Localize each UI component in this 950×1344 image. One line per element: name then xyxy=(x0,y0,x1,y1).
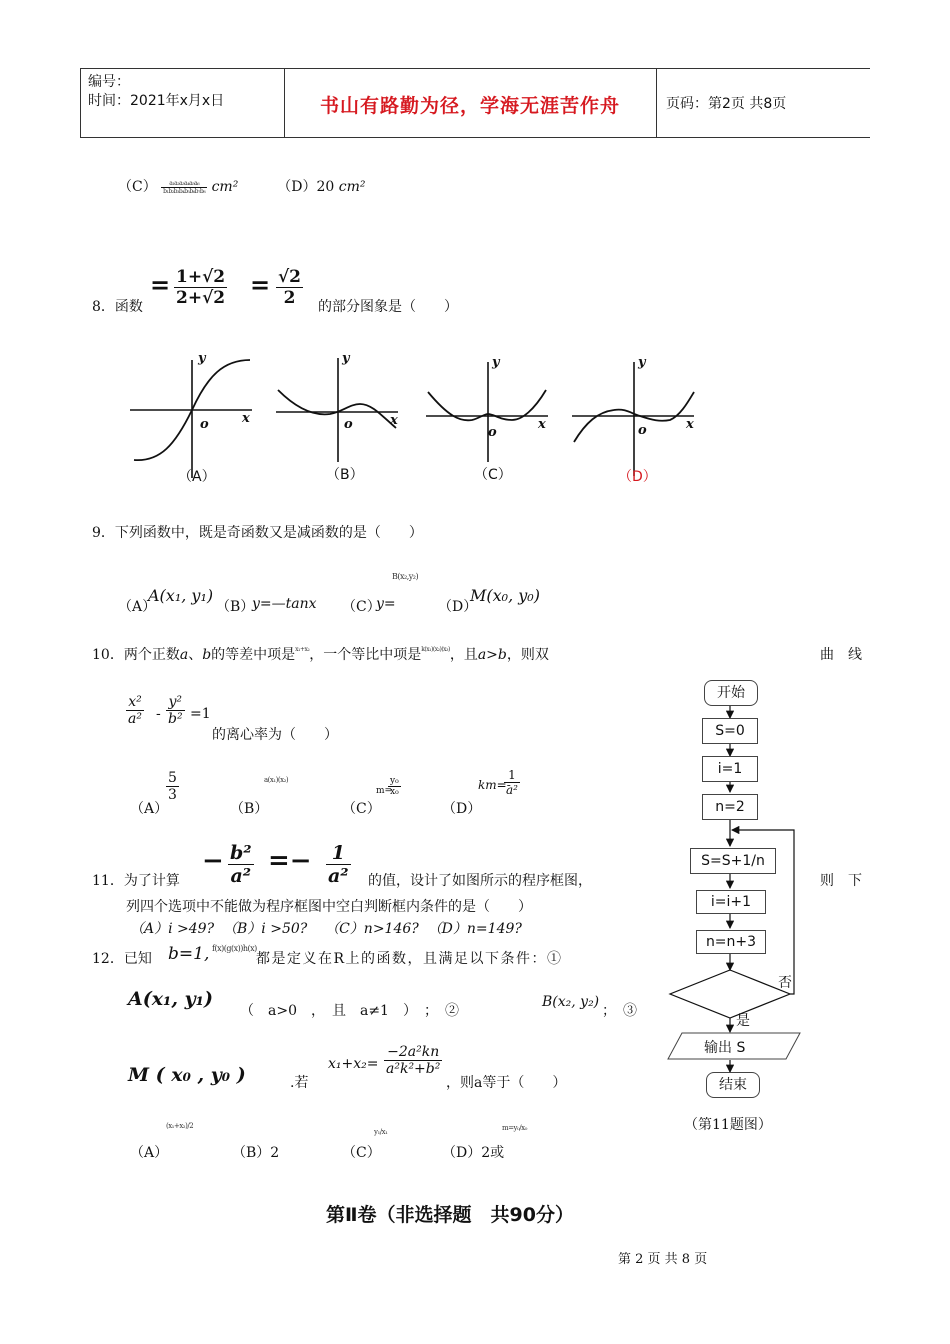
q9-option-c-label: （C） xyxy=(342,599,381,615)
q10-option-c-frac: $\frac{\text{y₀}}{\text{x₀}}$ xyxy=(390,776,399,797)
q12-cond-2-tail: ； ③ xyxy=(602,1003,637,1019)
flow-yes-label: 是 xyxy=(736,1013,750,1029)
q8-fraction-1: $\frac{1+√2}{2+√2}$ xyxy=(176,267,226,308)
q11-option-c: （C）n>146? xyxy=(325,921,419,937)
q11-fraction-2: $\frac{1}{\text{a²}}$ xyxy=(328,842,349,887)
q7-option-c-unit: cm² xyxy=(211,179,239,195)
q12-option-c-garbled: y₁/x₁ xyxy=(374,1128,388,1136)
q12-rest: 都是定义在R上的函数，且满足以下条件：① xyxy=(256,951,563,967)
q8-prefix: 8．函数 xyxy=(92,299,143,315)
q10-tail: 曲 线 xyxy=(820,647,862,663)
flow-output: 输出 S xyxy=(704,1040,746,1056)
graph-c-label: （C） xyxy=(474,467,512,483)
q8-eq2: = xyxy=(250,270,271,299)
q9-option-d-label: （D） xyxy=(438,599,478,615)
q10-mid4: ，则双 xyxy=(506,647,549,663)
q10-prefix: 10．两个正数 xyxy=(92,647,180,663)
q12-sum-lhs: x₁+x₂= xyxy=(328,1056,379,1072)
q12-ruo: .若 xyxy=(290,1075,309,1091)
q10-mid1: 的等差中项是 xyxy=(211,647,296,663)
flow-n2: n=2 xyxy=(702,794,758,820)
q12-cond-2: B(x₂, y₂) xyxy=(542,994,600,1010)
graph-d-origin: o xyxy=(638,423,647,438)
graph-d-x-label: x xyxy=(686,417,694,432)
q10-b: b xyxy=(202,647,212,663)
q11-option-b: （B）i >50? xyxy=(223,921,308,937)
flowchart-caption: （第11题图） xyxy=(684,1117,772,1133)
page-footer: 第 2 页 共 8 页 xyxy=(618,1252,708,1267)
page-header xyxy=(80,68,870,138)
q11-prefix: 11．为了计算 xyxy=(92,873,180,889)
graph-b-x-label: x xyxy=(390,413,398,428)
graph-a-label: （A） xyxy=(178,469,216,485)
q7-options xyxy=(118,176,365,196)
q7-option-c-label: （C） xyxy=(118,179,157,195)
q12-option-d-garbled: m=y₀/x₀ xyxy=(502,1124,527,1132)
flow-s0: S=0 xyxy=(702,718,758,744)
q9-option-c-garbled: B(x₂,y₂) xyxy=(392,572,419,581)
q8-suffix: 的部分图象是（ ） xyxy=(318,299,458,315)
graph-b-label: （B） xyxy=(326,467,364,483)
q9-option-a: A(x₁, y₁) xyxy=(148,586,214,605)
q12-line2 xyxy=(128,988,654,1018)
q10-line1 xyxy=(92,644,862,664)
graph-a-origin: o xyxy=(200,417,209,432)
q9-stem: 9．下列函数中，既是奇函数又是减函数的是（ ） xyxy=(92,525,423,541)
q10-ask: 的离心率为（ ） xyxy=(212,727,338,743)
q7-option-d-unit: cm² xyxy=(338,179,366,195)
q12-prefix: 12．已知 xyxy=(92,951,152,967)
serial-label: 编号： xyxy=(88,74,130,90)
q12-sum-frac: $\frac{\text{−2a²kn}}{\text{a²k²+b²}}$ xyxy=(386,1044,441,1077)
q10-hyperbola-x-frac: $\frac{\text{x²}}{\text{a²}}$ xyxy=(128,694,142,727)
graph-d-label: （D） xyxy=(618,469,657,485)
q11-minus: − xyxy=(202,846,224,876)
graph-c-y-label: y xyxy=(492,355,500,370)
section-title: 第Ⅱ卷（非选择题 共90分） xyxy=(326,1204,574,1226)
q10-option-d-pre: km=- xyxy=(478,778,511,792)
q12-cond-3: M ( x₀ , y₀ ) xyxy=(128,1064,246,1086)
q9-option-b-label: （B） xyxy=(216,599,255,615)
q10-option-b-label: （B） xyxy=(230,801,269,817)
q12-option-b: （B）2 xyxy=(232,1145,280,1161)
q12-option-a-garbled: (x₁+x₂)/2 xyxy=(166,1122,194,1130)
q8-fraction-2: $\frac{√2}{2}$ xyxy=(278,267,302,308)
graph-c-origin: o xyxy=(488,425,497,440)
q10-cond: a>b xyxy=(477,647,507,663)
q9-option-c-y: y= xyxy=(376,596,396,612)
q9-option-b: y=—tanx xyxy=(252,596,317,612)
q12-ask: ，则a等于（ ） xyxy=(446,1075,567,1091)
graph-c-x-label: x xyxy=(538,417,546,432)
q8-eq1: = xyxy=(150,270,171,299)
time-label: 时间：2021年x月x日 xyxy=(88,93,225,109)
q11-eq: =− xyxy=(268,846,312,876)
flow-end: 结束 xyxy=(706,1072,760,1098)
graph-d-y-label: y xyxy=(638,355,646,370)
header-meta xyxy=(88,73,224,111)
header-motto: 书山有路勤为径，学海无涯苦作舟 xyxy=(319,95,620,117)
flowchart xyxy=(660,676,820,1136)
q12-cond-1: A(x₁, y₁) xyxy=(128,988,213,1010)
q10-garbled-2: k(x₁)(x₂)(x₃) xyxy=(421,646,450,653)
graph-a xyxy=(130,351,252,478)
q11-fraction-1: $\frac{\text{b²}}{\text{a²}}$ xyxy=(230,842,252,887)
q10-option-a-frac: $\frac{5}{3}$ xyxy=(168,770,177,803)
q12-option-d: （D）2或 xyxy=(442,1145,505,1161)
q10-hyperbola-minus: - xyxy=(156,706,161,722)
q10-option-d-label: （D） xyxy=(442,801,482,817)
q10-option-b-garbled: a(x₁)(x₂) xyxy=(264,776,289,784)
q9-option-a-label: （A） xyxy=(118,599,157,615)
q11-line2: 列四个选项中不能做为程序框图中空白判断框内条件的是（ ） xyxy=(126,899,532,915)
q10-option-c-label: （C） xyxy=(342,801,381,817)
q10-hyperbola-eq: =1 xyxy=(190,706,211,722)
graph-a-y-label: y xyxy=(198,351,206,366)
graph-b-y-label: y xyxy=(342,351,350,366)
graph-b-origin: o xyxy=(344,417,353,432)
flow-no-label: 否 xyxy=(778,975,792,991)
flow-i1: i=1 xyxy=(702,756,758,782)
graph-c xyxy=(426,355,548,462)
q10-garbled-1: x₁+x₂ xyxy=(295,646,310,653)
q12-option-c-label: （C） xyxy=(342,1145,381,1161)
header-pager: 页码：第2页 共8页 xyxy=(666,96,787,112)
flow-update-i: i=i+1 xyxy=(696,890,766,914)
flow-start: 开始 xyxy=(704,680,758,706)
q11-options xyxy=(130,918,522,938)
q10-mid2: ，一个等比中项是 xyxy=(309,647,422,663)
flow-update-n: n=n+3 xyxy=(696,930,766,954)
graph-a-x-label: x xyxy=(242,411,250,426)
flow-update-s: S=S+1/n xyxy=(690,848,776,874)
q12-cond-1-tail: （ a>0 ， 且 a≠1 ） ； ② xyxy=(240,1003,459,1019)
q9-option-d: M(x₀, y₀) xyxy=(470,586,540,605)
q7-option-c-garbled: $\frac{\text{a₁a₂a₃a₄a₅a₆}}{\text{b₁b₂b₃b₄b₅b₆b₇b₈}}$ xyxy=(163,179,206,195)
q12-b1: b=1, xyxy=(168,944,210,964)
q7-option-d-label: （D）20 xyxy=(277,179,335,195)
q10-option-a-label: （A） xyxy=(130,801,169,817)
q11-option-d: （D）n=149? xyxy=(427,921,522,937)
q10-mid3: ，且 xyxy=(449,647,478,663)
q12-option-a-label: （A） xyxy=(130,1145,169,1161)
q11-option-a: （A）i >49? xyxy=(130,921,215,937)
q10-option-d-frac: $\frac{1}{\text{a²}}$ xyxy=(506,768,518,797)
q10-hyperbola-y-frac: $\frac{\text{y²}}{\text{b²}}$ xyxy=(168,694,183,727)
q10-a: a xyxy=(179,647,189,663)
q10-sep: 、 xyxy=(188,647,203,663)
q12-line1 xyxy=(92,944,654,972)
q10-option-c-pre: m= xyxy=(376,786,393,796)
q11-tail: 则 下 xyxy=(820,873,862,889)
graph-d xyxy=(572,355,694,476)
q11-suffix: 的值，设计了如图所示的程序框图， xyxy=(368,873,592,889)
graph-b xyxy=(276,351,398,462)
q12-garbled: f(x)(g(x))h(x) xyxy=(212,944,257,953)
